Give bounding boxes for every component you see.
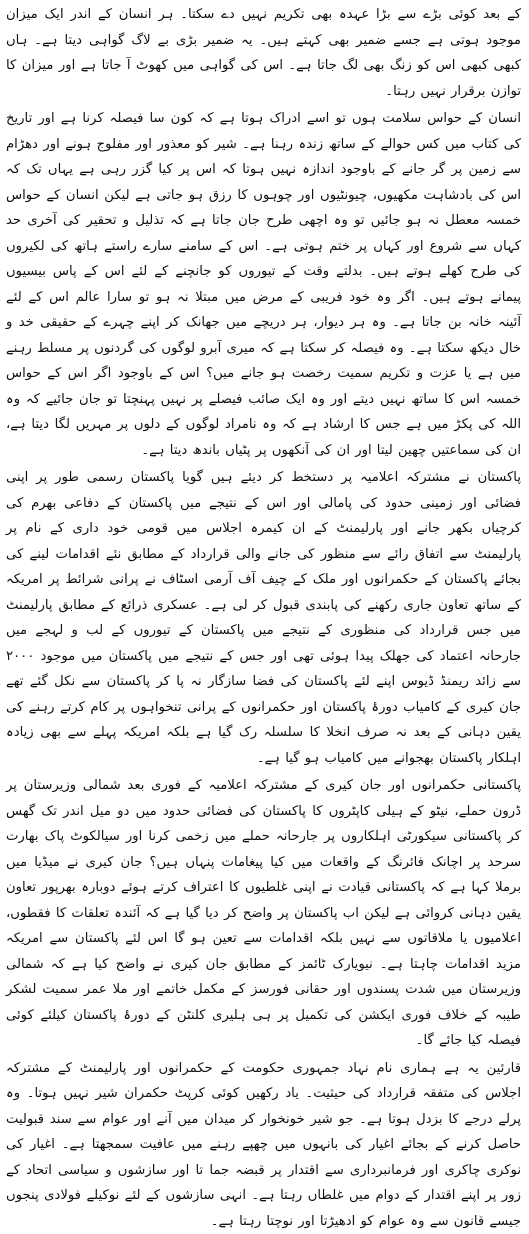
article-body [6,2,521,1234]
article-paragraph-1: کے بعد کوئی بڑے سے بڑا عہدہ بھی تکریم نہیں دے سکتا۔ ہر انسان کے اندر ایک میزان موجود ہوتی ہے جسے ضمیر بھی کہتے ہیں۔ یہ ضمیر بڑی بے لاگ گواہی دیتا ہے۔ ہاں کبھی کبھی اس کو زنگ بھی لگ جاتا ہے۔ اس کی گواہی میں کھوٹ آ جاتا ہے اور میزان کا توازن برقرار نہیں رہتا۔ [6,2,521,104]
article-paragraph-4: پاکستانی حکمرانوں اور جان کیری کے مشترکہ اعلامیہ کے فوری بعد شمالی وزیرستان پر ڈرون حملے، نیٹو کے ہیلی کاپٹروں کا پاکستان کی فضائی حدود میں دو میل اندر تک گھس کر پاکستانی سیکورٹی اہلکاروں پر جارحانہ حملے میں زخمی کرنا اور سیالکوٹ پاک بھارت سرحد پر اچانک فائرنگ کے واقعات میں کیا پیغامات پنہاں ہیں؟ جان کیری نے میڈیا میں برملا کہا ہے کہ پاکستانی قیادت نے اپنی غلطیوں کا اعتراف کرتے ہوئے دوبارہ بھرپور تعاون یقین دہانی کروائی ہے لیکن اب پاکستان پر واضح کر دیا گیا ہے کہ آئندہ تعلقات کا فقطوں، اعلامیوں یا ملاقاتوں سے نہیں بلکہ اقدامات سے تعین ہو گا اس لئے پاکستان سے امریکہ مزید اقدامات چاہتا ہے۔ نیویارک ٹائمز کے مطابق جان کیری نے واضح کیا ہے کہ شمالی وزیرستان میں شدت پسندوں اور حقانی فورسز کے مکمل خاتمے اور ملا عمر سمیت لشکر طیبہ کے خلاف فوری ایکشن کی تکمیل پر ہی ہلیری کلنٹن کے دورۂ پاکستان کیلئے کوئی فیصلہ کیا جائے گا۔ [6,773,521,1054]
article-paragraph-2: انسان کے حواس سلامت ہوں تو اسے ادراک ہوتا ہے کہ کون سا فیصلہ کرنا ہے اور تاریخ کی کتاب میں کس حوالے کے ساتھ زندہ رہنا ہے۔ شیر کو معذور اور مفلوج ہونے اور دھڑام سے زمین پر گر جانے کے باوجود اندازہ نہیں ہوتا کہ اس پر کیا گزر رہی ہے یہاں تک کہ اس کی بادشاہت مکھیوں، چیونٹیوں اور چوہوں کا رزق ہو جاتی ہے لیکن انسان کے حواس خمسہ معطل نہ ہو جائیں تو وہ اچھی طرح جان جاتا ہے کہ تذلیل و تحقیر کی آخری حد کہاں سے شروع اور کہاں پر ختم ہوتی ہے۔ اس کے سامنے سارے راستے ہاتھ کی لکیروں کی طرح کھلے ہوتے ہیں۔ بدلتے وقت کے تیوروں کو جانچنے کے لئے اس کے پاس بیسیوں پیمانے ہوتے ہیں۔ اگر وہ خود فریبی کے مرض میں مبتلا نہ ہو تو سارا عالم اس کے لئے آئینہ خانہ بن جاتا ہے۔ وہ ہر دیوار، ہر دریچے میں جھانک کر اپنے چہرے کے حقیقی خد و خال دیکھ سکتا ہے۔ وہ فیصلہ کر سکتا ہے کہ میری آبرو لوگوں کی گردنوں پر مسلط رہنے میں ہے یا عزت و تکریم سمیت رخصت ہو جانے میں؟ اس کے باوجود اگر اس کے حواس خمسہ اس کا ساتھ نہیں دیتے اور وہ ایک صائب فیصلے پر نہیں پہنچتا تو جان جائیے کہ وہ اللہ کی پکڑ میں ہے جس کا ارشاد ہے کہ وہ نامراد لوگوں کے دلوں پر مہریں لگا دیتا ہے، ان کی سماعتیں چھین لیتا اور ان کی آنکھوں پر پٹیاں باندھ دیتا ہے۔ [6,106,521,463]
article-paragraph-3: پاکستان نے مشترکہ اعلامیہ پر دستخط کر دیئے ہیں گویا پاکستان رسمی طور پر اپنی فضائی اور زمینی حدود کی پامالی اور اس کے نتیجے میں پاکستان کے دفاعی بھرم کی کرچیاں بکھر جانے اور پارلیمنٹ کے ان کیمرہ اجلاس میں قومی خود داری کے نام پر پارلیمنٹ سے اتفاق رائے سے منظور کی جانے والی قرارداد کے مطابق نئے اقدامات لینے کی بجائے پاکستان کے حکمرانوں اور ملک کے چیف آف آرمی اسٹاف نے پرانی شرائط پر امریکہ کے ساتھ تعاون جاری رکھنے کی پابندی قبول کر لی ہے۔ عسکری ذرائع کے مطابق پارلیمنٹ میں جس قرارداد کی منظوری کے نتیجے میں پاکستان کے تیوروں کے لب و لہجے میں جارحانہ اعتماد کی جھلک پیدا ہوئی تھی اور جس کے نتیجے میں پاکستان میں موجود ۲۰۰۰ سے زائد ریمنڈ ڈیوس اپنے لئے پاکستان کی فضا سازگار نہ پا کر پاکستان سے نکل گئے تھے جان کیری کے کامیاب دورۂ پاکستان اور حکمرانوں کے پرانی تنخواہوں پر کام کرتے رہنے کی یقین دہانی کے بعد نہ صرف انخلا کا سلسلہ رک گیا ہے بلکہ امریکہ پہلے سے بھی زیادہ اہلکار پاکستان بھجوانے میں کامیاب ہو گیا ہے۔ [6,465,521,771]
article-paragraph-5: قارئین یہ ہے ہماری نام نہاد جمہوری حکومت کے حکمرانوں اور پارلیمنٹ کے مشترکہ اجلاس کی متفقہ قرارداد کی حیثیت۔ یاد رکھیں کوئی کرپٹ حکمران شیر نہیں ہوتا۔ وہ پرلے درجے کا بزدل ہوتا ہے۔ جو شیر خونخوار کر میدان میں آنے اور عوام سے سند قبولیت حاصل کرنے کے بجائے اغیار کی بانہوں میں چھپے رہنے میں عافیت سمجھتا ہے۔ اغیار کی نوکری چاکری اور فرمانبرداری سے اقتدار پر قبضہ جما تا اور سازشوں و سیاسی اتحاد کے زور پر اپنے اقتدار کے دوام میں غلطاں رہتا ہے۔ انہی سازشوں کے لئے نوکیلے فولادی پنجوں جیسے قانون سے وہ عوام کو ادھیڑتا اور نوچتا رہتا ہے۔ [6,1056,521,1234]
